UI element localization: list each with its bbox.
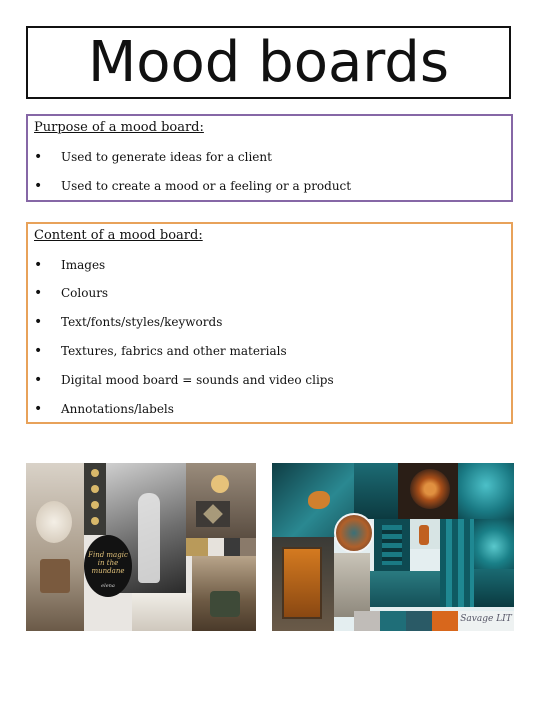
purpose-box [26, 114, 513, 202]
purpose-heading: Purpose of a mood board: [34, 120, 204, 135]
list-item-text: Digital mood board = sounds and video clips [61, 373, 334, 387]
quote-text: Find magic in the mundane [88, 551, 128, 575]
list-item-text: Text/fonts/styles/keywords [61, 315, 223, 329]
bullet-icon: • [34, 149, 43, 165]
moon-icon [91, 501, 99, 509]
white-dress-figure [138, 493, 160, 583]
rust-wheel-icon [410, 469, 450, 509]
grey-swatch [354, 611, 380, 631]
bullet-icon: • [34, 343, 43, 359]
calligraphy-card [132, 593, 192, 631]
room-photo [26, 463, 84, 631]
teal-texture-photo [354, 463, 398, 519]
moon-icon [91, 469, 99, 477]
moon-icon [91, 485, 99, 493]
list-item-text: Textures, fabrics and other materials [61, 344, 287, 358]
teal-shell-photo [474, 519, 514, 569]
lamp-icon [211, 475, 229, 493]
page-title: Mood boards [87, 29, 450, 95]
bullet-icon: • [34, 285, 43, 301]
rust-swatch [432, 611, 458, 631]
list-item-text: Images [61, 258, 106, 272]
stone-photo [334, 553, 370, 617]
content-heading: Content of a mood board: [34, 228, 203, 243]
content-box [26, 222, 513, 424]
mood-board-image-teal [272, 463, 514, 631]
list-item-text: Annotations/labels [61, 402, 174, 416]
teal-tile-pattern [440, 519, 474, 607]
bullet-icon: • [34, 178, 43, 194]
teal-swatch [380, 611, 406, 631]
list-item-text: Used to generate ideas for a client [61, 150, 272, 164]
green-pouf [210, 591, 240, 617]
gold-swatch [186, 538, 208, 556]
bullet-icon: • [34, 314, 43, 330]
bullet-icon: • [34, 372, 43, 388]
teal-wall-photo [474, 569, 514, 607]
orange-door [282, 547, 322, 619]
taupe-swatch [240, 538, 256, 556]
black-swatch [224, 538, 240, 556]
flower-vase [36, 501, 72, 543]
mood-board-image-neutral [26, 463, 256, 631]
list-item-text: Colours [61, 286, 109, 300]
petrol-swatch [406, 611, 432, 631]
teal-flower-photo [458, 463, 514, 519]
teal-fabric-photo [370, 571, 440, 607]
moon-icon [91, 517, 99, 525]
quote-signature: elena [101, 583, 115, 589]
bullet-icon: • [34, 257, 43, 273]
autumn-leaf [308, 491, 330, 509]
white-swatch [208, 538, 224, 556]
wooden-chair [40, 559, 70, 593]
patina-circle [334, 513, 374, 553]
signature-text: Savage LIT [460, 614, 512, 624]
bullet-icon: • [34, 401, 43, 417]
rust-bottle [419, 525, 429, 545]
list-item-text: Used to create a mood or a feeling or a product [61, 179, 352, 193]
title-box [26, 26, 511, 99]
stairs-pattern [382, 525, 402, 565]
